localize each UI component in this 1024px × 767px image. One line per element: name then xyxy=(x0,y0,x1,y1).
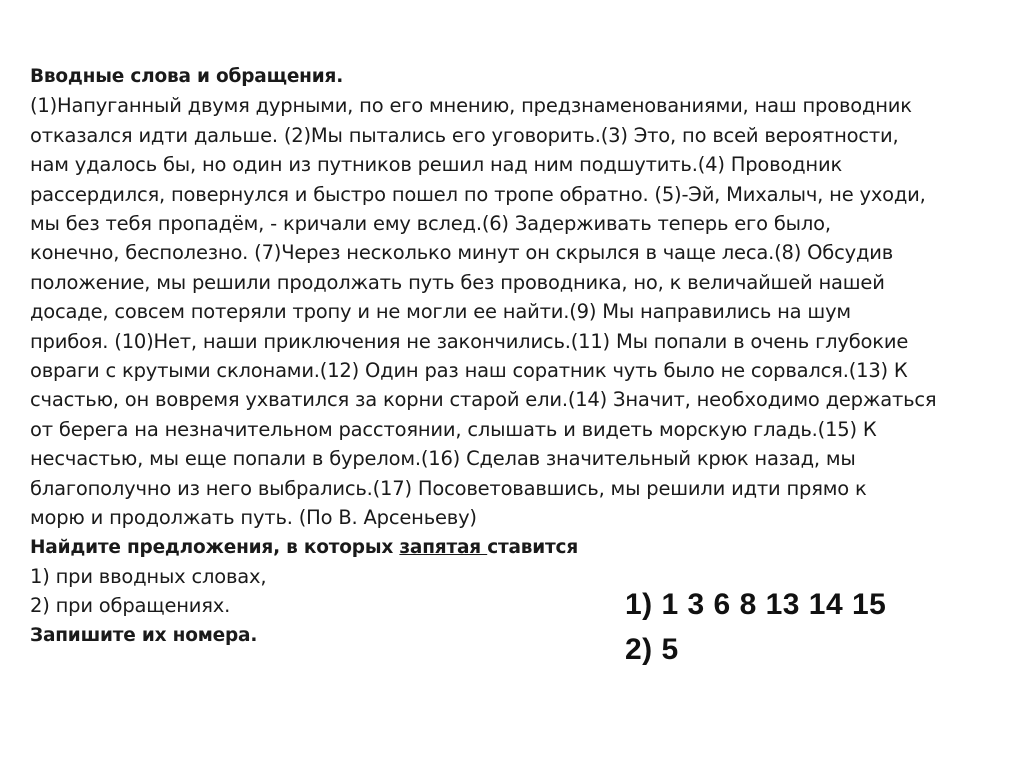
option-introductory-words: 1) при вводных словах, xyxy=(30,564,267,588)
task-text xyxy=(30,62,1000,650)
passage-line: положение, мы решили продолжать путь без проводника, но, к величайшей нашей xyxy=(30,270,885,294)
passage-line: благополучно из него выбрались.(17) Посоветовавшись, мы решили идти прямо к xyxy=(30,476,867,500)
question-line xyxy=(30,533,1000,562)
question-underlined-word: запятая xyxy=(399,536,488,558)
passage xyxy=(30,91,1000,532)
passage-line: прибоя. (10)Нет, наши приключения не закончились.(11) Мы попали в очень глубокие xyxy=(30,329,909,353)
option-addresses: 2) при обращениях. xyxy=(30,594,231,618)
passage-line: конечно, бесполезно. (7)Через несколько минут он скрылся в чаще леса.(8) Обсудив xyxy=(30,241,894,265)
question-suffix: ставится xyxy=(487,536,578,558)
passage-line: (1)Напуганный двумя дурными, по его мнению, предзнаменованиями, наш проводник xyxy=(30,94,912,118)
passage-line: досаде, совсем потеряли тропу и не могли ее найти.(9) Мы направились на шум xyxy=(30,300,851,324)
instruction: Запишите их номера. xyxy=(30,624,258,646)
task-title: Вводные слова и обращения. xyxy=(30,66,344,87)
passage-line: несчастью, мы еще попали в бурелом.(16) Сделав значительный крюк назад, мы xyxy=(30,447,856,471)
passage-line: морю и продолжать путь. (По В. Арсеньеву) xyxy=(30,506,477,530)
passage-line: мы без тебя пропадём, - кричали ему вслед.(6) Задерживать теперь его было, xyxy=(30,212,831,236)
answers xyxy=(625,582,886,672)
passage-line: от берега на незначительном расстоянии, слышать и видеть морскую гладь.(15) К xyxy=(30,417,877,441)
passage-line: отказался идти дальше. (2)Мы пытались его уговорить.(3) Это, по всей вероятности, xyxy=(30,123,899,147)
passage-line: рассердился, повернулся и быстро пошел по тропе обратно. (5)-Эй, Михалыч, не уходи, xyxy=(30,182,926,206)
passage-line: нам удалось бы, но один из путников решил над ним подшутить.(4) Проводник xyxy=(30,153,843,177)
answer-2: 2) 5 xyxy=(625,633,679,666)
answer-1: 1) 1 3 6 8 13 14 15 xyxy=(625,588,887,621)
passage-line: овраги с крутыми склонами.(12) Один раз наш соратник чуть было не сорвался.(13) К xyxy=(30,359,908,383)
passage-line: счастью, он вовремя ухватился за корни старой ели.(14) Значит, необходимо держаться xyxy=(30,388,937,412)
question-prefix: Найдите предложения, в которых xyxy=(30,536,400,558)
